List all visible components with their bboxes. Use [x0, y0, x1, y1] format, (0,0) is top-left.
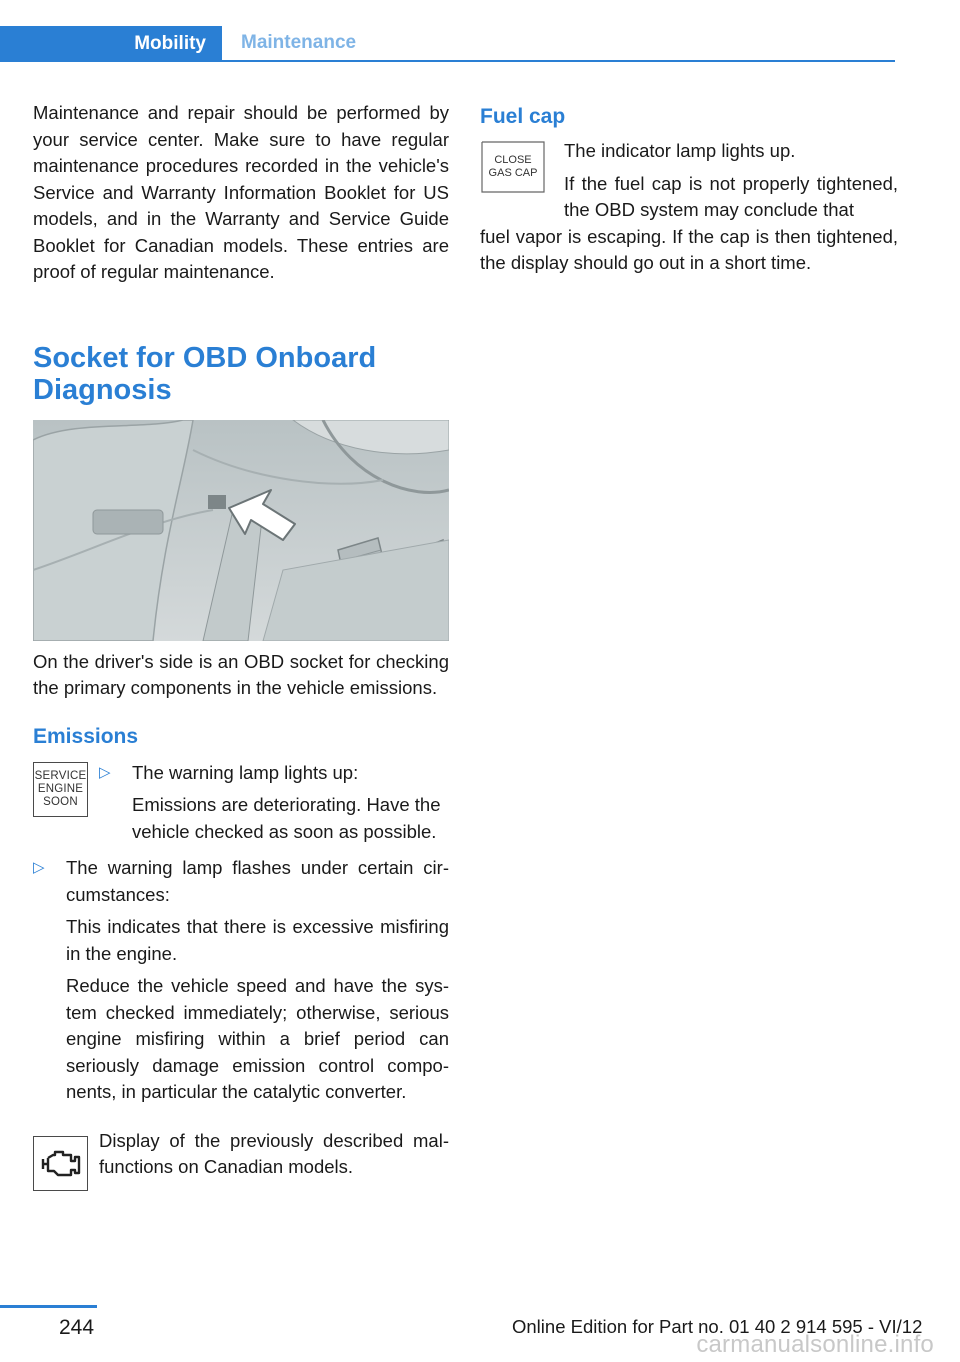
fuel-cap-item: [480, 138, 898, 277]
close-gas-cap-icon: [480, 140, 546, 194]
bullet1-text: Emissions are deteriorating. Have the vehicle checked as soon as possible.: [132, 794, 441, 842]
tab-maintenance[interactable]: Maintenance: [241, 32, 357, 53]
engine-outline-icon: [41, 1149, 81, 1177]
bullet2-text2: Reduce the vehicle speed and have the system checked immediately; otherwise, serious engine misfiring within a brief period can seriously damage emission control components, in particular the catalytic converter.: [66, 975, 449, 1102]
bullet-lamp-lights: [99, 760, 449, 846]
emissions-item-1: [33, 760, 449, 846]
fuel-line3: fuel vapor is escaping. If the cap is then tightened, the display should go out in a short time.: [480, 225, 898, 273]
edition-label: Online Edition for Part no. 01 40 2 914 595 - VI/12: [512, 1316, 923, 1337]
intro-paragraph: Maintenance and repair should be performed by your service center. Make sure to have regular maintenance procedures recorded in the vehicle's Service and Warranty Information Booklet for US models, and in the Warranty and Service Guide Booklet for Canadian models. These entries are proof of regular maintenance.: [33, 102, 449, 282]
section-title: Socket for OBD Onboard Diagnosis: [33, 341, 377, 406]
fuel-cap-heading: Fuel cap: [480, 105, 566, 128]
header-rule: [0, 60, 895, 62]
fuel-line1: The indicator lamp lights up.: [564, 140, 796, 161]
bullet2-text1: This indicates that there is excessive misfiring in the engine.: [66, 916, 449, 964]
emissions-heading: Emissions: [33, 724, 139, 748]
obd-socket-figure: [33, 420, 449, 641]
page-number: 244: [59, 1316, 95, 1339]
service-engine-soon-icon: [33, 762, 88, 817]
bullet2-title: The warning lamp flashes under certain circumstances:: [66, 857, 449, 905]
canada-item: [33, 1128, 449, 1181]
engine-warning-icon: [33, 1136, 88, 1191]
left-column: [33, 100, 449, 1181]
tab-mobility[interactable]: Mobility: [0, 26, 222, 62]
canada-text: Display of the previously described malfunctions on Canadian models.: [99, 1129, 449, 1177]
right-column: [480, 100, 898, 277]
header-tab-bar: [0, 26, 895, 62]
bullet-triangle-icon: ▷: [33, 859, 45, 876]
watermark: carmanualsonline.info: [696, 1331, 934, 1358]
obd-description: On the driver's side is an OBD socket for checking the primary components in the vehicle emissions.: [33, 650, 449, 698]
bullet-lamp-flashes: [33, 855, 449, 1106]
fuel-line2: If the fuel cap is not properly tightened, the OBD system may conclude that: [564, 172, 898, 220]
gascap-lamp-label: CLOSE GAS CAP: [488, 154, 538, 179]
service-lamp-label: SERVICE ENGINE SOON: [34, 769, 87, 808]
bullet-triangle-icon: ▷: [99, 763, 111, 781]
footer-rule: [0, 1305, 97, 1308]
bullet1-title: The warning lamp lights up:: [132, 761, 359, 783]
